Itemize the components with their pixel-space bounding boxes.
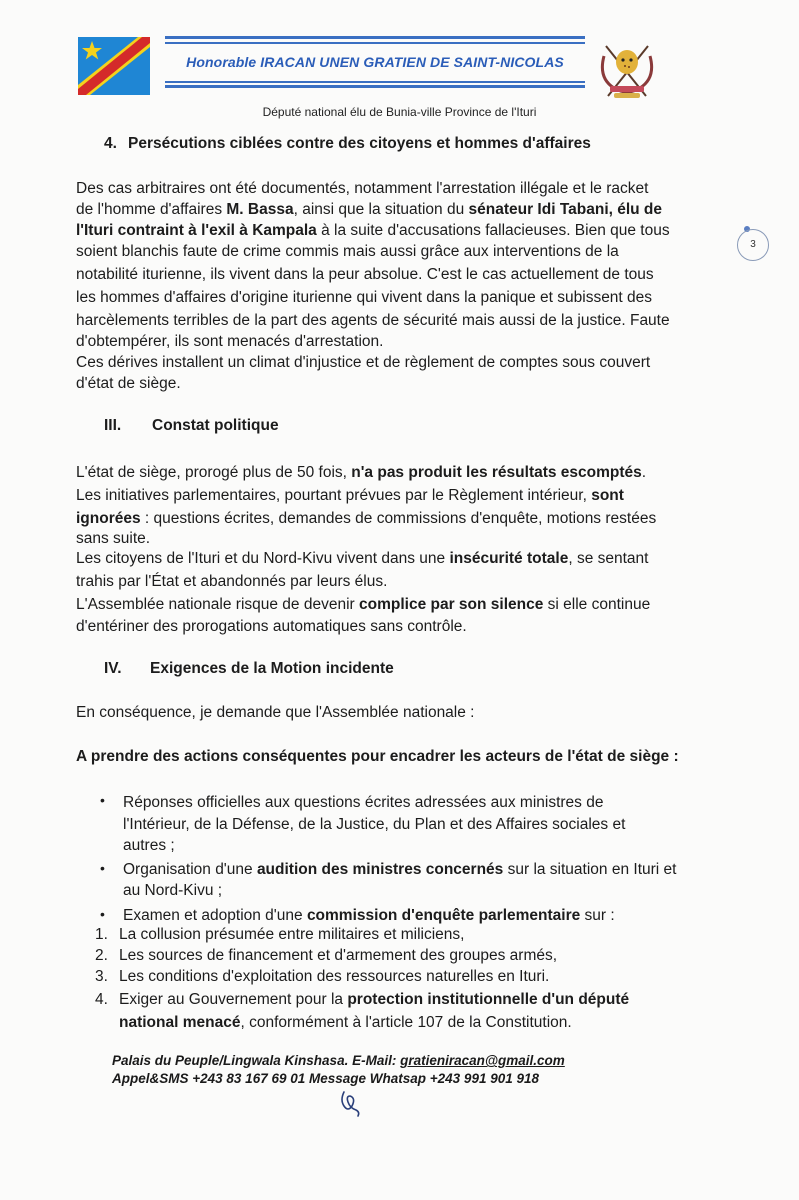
- section-4-heading: Persécutions ciblées contre des citoyens et hommes d'affaires: [128, 135, 591, 152]
- footer-line-1: Palais du Peuple/Lingwala Kinshasa. E-Mail: gratieniracan@gmail.com: [112, 1053, 565, 1068]
- header-subtitle: Député national élu de Bunia-ville Province de l'Ituri: [262, 105, 537, 119]
- s3-line-3: ignorées : questions écrites, demandes de commissions d'enquête, motions restées: [76, 510, 657, 527]
- numbered-2: Les sources de financement et d'armement des groupes armés,: [119, 947, 558, 964]
- footer-email[interactable]: gratieniracan@gmail.com: [400, 1053, 565, 1068]
- banner-title: Honorable IRACAN UNEN GRATIEN DE SAINT-NICOLAS: [186, 54, 564, 70]
- s4-line-7: harcèlements terribles de la part des agents de sécurité mais aussi de la justice. Faute: [76, 312, 670, 329]
- s3-line-2: Les initiatives parlementaires, pourtant prévues par le Règlement intérieur, sont: [76, 487, 624, 504]
- bullet-icon: •: [100, 860, 105, 876]
- s3-line-4: sans suite.: [76, 530, 151, 547]
- bullet-2-line-2: au Nord-Kivu ;: [123, 882, 223, 899]
- drc-flag: [78, 37, 150, 95]
- section-iv-heading: Exigences de la Motion incidente: [150, 660, 394, 677]
- s4-line-5: notabilité iturienne, ils vivent dans la peur absolue. C'est le cas actuellement de tous: [76, 266, 654, 283]
- bullet-1-line-2: l'Intérieur, de la Défense, de la Justice, du Plan et des Affaires sociales et: [123, 816, 626, 833]
- section-4-number: 4.: [104, 135, 117, 152]
- s3-line-8: d'entériner des prorogations automatiques sans contrôle.: [76, 618, 467, 635]
- page-number: 3: [737, 229, 769, 261]
- handwritten-signature: [336, 1088, 366, 1123]
- bullet-1-line-1: Réponses officielles aux questions écrites adressées aux ministres de: [123, 794, 604, 811]
- coat-of-arms-icon: [594, 38, 660, 102]
- s3-line-7: L'Assemblée nationale risque de devenir complice par son silence si elle continue: [76, 596, 651, 613]
- numbered-4-line-1: Exiger au Gouvernement pour la protection institutionnelle d'un député: [119, 991, 630, 1008]
- s3-line-6: trahis par l'État et abandonnés par leurs élus.: [76, 573, 388, 590]
- numbered-4-num: 4.: [95, 991, 108, 1008]
- section-iv-subheading: A prendre des actions conséquentes pour encadrer les acteurs de l'état de siège :: [76, 748, 679, 765]
- numbered-2-num: 2.: [95, 947, 108, 964]
- numbered-4-line-2: national menacé, conformément à l'article 107 de la Constitution.: [119, 1014, 572, 1031]
- header-banner: [165, 36, 585, 92]
- bullet-2-line-1: Organisation d'une audition des ministres concernés sur la situation en Ituri et: [123, 861, 677, 878]
- footer-line-2: Appel&SMS +243 83 167 69 01 Message Whatsap +243 991 901 918: [112, 1071, 540, 1086]
- bullet-icon: •: [100, 906, 105, 922]
- s4-line-3: l'Ituri contraint à l'exil à Kampala à la suite d'accusations fallacieuses. Bien que tous: [76, 222, 670, 239]
- numbered-1-num: 1.: [95, 926, 108, 943]
- s3-line-5: Les citoyens de l'Ituri et du Nord-Kivu vivent dans une insécurité totale, se sentant: [76, 550, 649, 567]
- numbered-3-num: 3.: [95, 968, 108, 985]
- s4-line-10: d'état de siège.: [76, 375, 181, 392]
- s4-line-6: les hommes d'affaires d'origine iturienne qui vivent dans la panique et subissent des: [76, 289, 653, 306]
- bullet-3: Examen et adoption d'une commission d'enquête parlementaire sur :: [123, 907, 615, 924]
- s4-line-2: de l'homme d'affaires M. Bassa, ainsi que la situation du sénateur Idi Tabani, élu de: [76, 201, 663, 218]
- section-3-heading: Constat politique: [152, 417, 279, 434]
- section-3-number: III.: [104, 417, 122, 434]
- numbered-1: La collusion présumée entre militaires et miliciens,: [119, 926, 465, 943]
- s4-line-9: Ces dérives installent un climat d'injustice et de règlement de comptes sous couvert: [76, 354, 651, 371]
- bullet-icon: •: [100, 792, 105, 808]
- s3-line-1: L'état de siège, prorogé plus de 50 fois, n'a pas produit les résultats escomptés.: [76, 464, 647, 481]
- s4-line-8: d'obtempérer, ils sont menacés d'arrestation.: [76, 333, 384, 350]
- section-iv-number: IV.: [104, 660, 122, 677]
- s4-line-1: Des cas arbitraires ont été documentés, notamment l'arrestation illégale et le racket: [76, 180, 649, 197]
- bullet-1-line-3: autres ;: [123, 837, 175, 854]
- s4-line-4: soient blanchis faute de crime commis mais aussi grâce aux interventions de la: [76, 243, 619, 260]
- numbered-3: Les conditions d'exploitation des ressources naturelles en Ituri.: [119, 968, 550, 985]
- section-iv-intro: En conséquence, je demande que l'Assemblée nationale :: [76, 704, 475, 721]
